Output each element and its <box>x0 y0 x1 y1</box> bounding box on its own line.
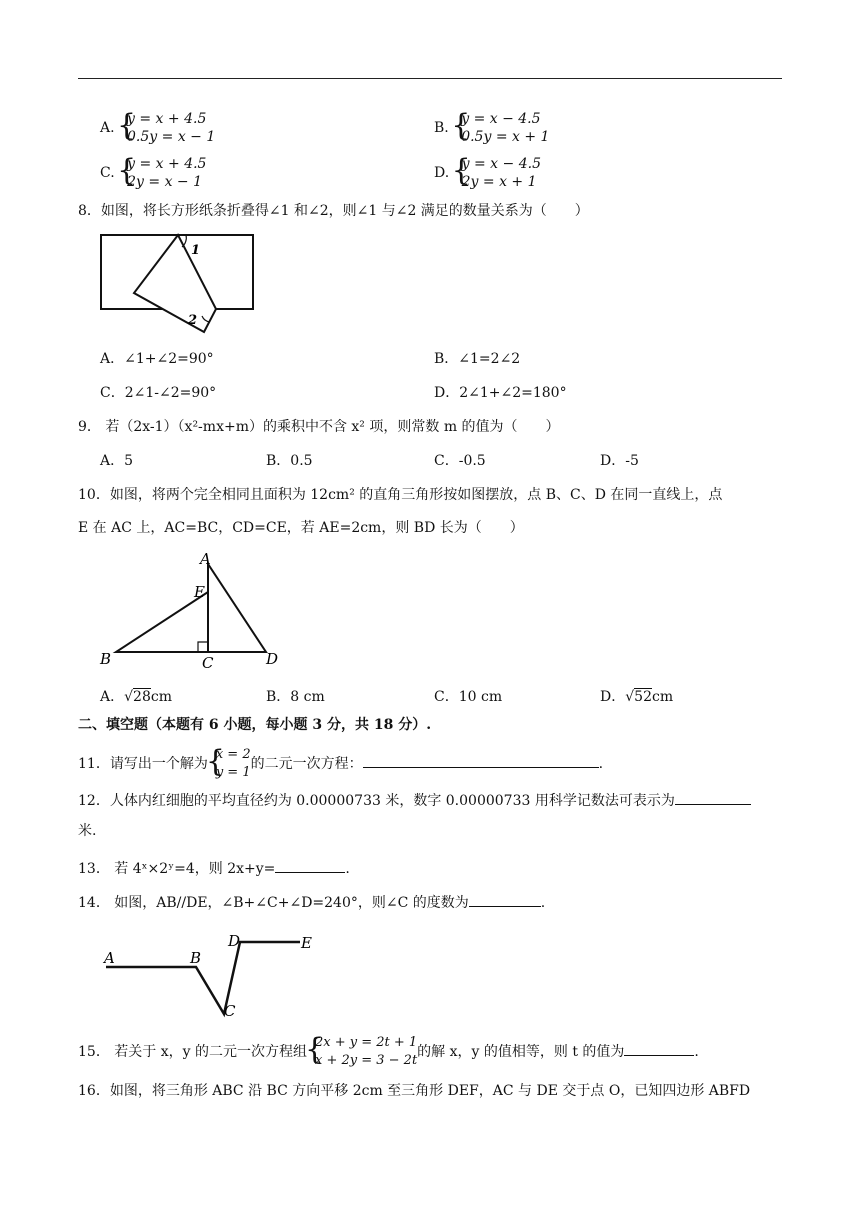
q8-option-c: C．2∠1-∠2=90° <box>100 385 217 401</box>
q12-answer-blank[interactable] <box>675 790 751 805</box>
q14-point-b: B <box>190 949 202 967</box>
q11-answer-blank[interactable] <box>363 753 599 768</box>
q12-line1: 12．人体内红细胞的平均直径约为 0.00000733 米，数字 0.00000733 用科学记数法可表示为 <box>78 790 751 810</box>
q14-answer-blank[interactable] <box>469 892 541 907</box>
q14-point-d: D <box>228 932 241 950</box>
q8-angle-1-label: 1 <box>191 243 201 258</box>
q10-option-c: C．10 cm <box>434 689 503 705</box>
q8-option-a: A．∠1+∠2=90° <box>100 351 214 367</box>
header-rule <box>78 78 782 79</box>
q14-point-a: A <box>104 949 115 967</box>
q10-point-a: A <box>200 550 211 568</box>
q8-folded-strip-figure <box>98 230 258 342</box>
q9-stem: 9． 若（2x-1）（x²-mx+m）的乘积中不含 x² 项，则常数 m 的值为（ ） <box>78 419 560 435</box>
q10-option-a: A．√28cm <box>100 689 172 705</box>
q9-option-c: C．-0.5 <box>434 453 486 469</box>
q10-stem-line1: 10．如图，将两个完全相同且面积为 12cm² 的直角三角形按如图摆放，点 B、C、D 在同一直线上，点 <box>78 487 723 503</box>
q14-parallel-lines-figure <box>100 930 320 1022</box>
q16-stem-line1: 16．如图，将三角形 ABC 沿 BC 方向平移 2cm 至三角形 DEF，AC 与 DE 交于点 O，已知四边形 ABFD <box>78 1083 751 1099</box>
q15-answer-blank[interactable] <box>624 1041 694 1056</box>
q10-triangles-figure <box>96 548 296 674</box>
q10-option-d: D．√52cm <box>600 689 674 705</box>
q12-line2: 米. <box>78 823 97 839</box>
section-heading: 二、填空题（本题有 6 小题，每小题 3 分，共 18 分）. <box>78 717 432 733</box>
q10-point-b: B <box>100 650 112 668</box>
q7-option-d: D. { y = x − 4.5 2y = x + 1 <box>434 155 541 191</box>
q8-option-b: B．∠1=2∠2 <box>434 351 521 367</box>
q9-option-b: B．0.5 <box>266 453 313 469</box>
q15: 15． 若关于 x，y 的二元一次方程组 { 2x + y = 2t + 1 x + 2y = 3 − 2t 的解 x，y 的值相等，则 t 的值为 . <box>78 1034 699 1070</box>
q8-angle-2-label: 2 <box>188 313 198 328</box>
q14: 14． 如图，AB//DE，∠B+∠C+∠D=240°，则∠C 的度数为 . <box>78 892 545 912</box>
q11: 11．请写出一个解为 { x = 2 y = 1 的二元一次方程： . <box>78 746 603 782</box>
q10-point-c: C <box>202 654 214 672</box>
q7-option-a: A. { y = x + 4.5 0.5y = x − 1 <box>100 110 215 146</box>
q13: 13． 若 4ˣ×2ʸ=4，则 2x+y= . <box>78 858 350 878</box>
q10-stem-line2: E 在 AC 上，AC=BC，CD=CE，若 AE=2cm，则 BD 长为（ ） <box>78 520 524 536</box>
q8-option-d: D．2∠1+∠2=180° <box>434 385 567 401</box>
q14-point-c: C <box>224 1002 236 1020</box>
q7-option-c: C. { y = x + 4.5 2y = x − 1 <box>100 155 206 191</box>
q14-point-e: E <box>301 934 312 952</box>
q9-option-a: A．5 <box>100 453 134 469</box>
q7-option-b: B. { y = x − 4.5 0.5y = x + 1 <box>434 110 549 146</box>
q10-option-b: B．8 cm <box>266 689 325 705</box>
q13-answer-blank[interactable] <box>275 858 345 873</box>
q8-stem: 8．如图，将长方形纸条折叠得∠1 和∠2，则∠1 与∠2 满足的数量关系为（ ） <box>78 203 589 219</box>
q10-point-d: D <box>266 650 279 668</box>
q9-option-d: D．-5 <box>600 453 639 469</box>
q10-point-e: E <box>194 583 205 601</box>
